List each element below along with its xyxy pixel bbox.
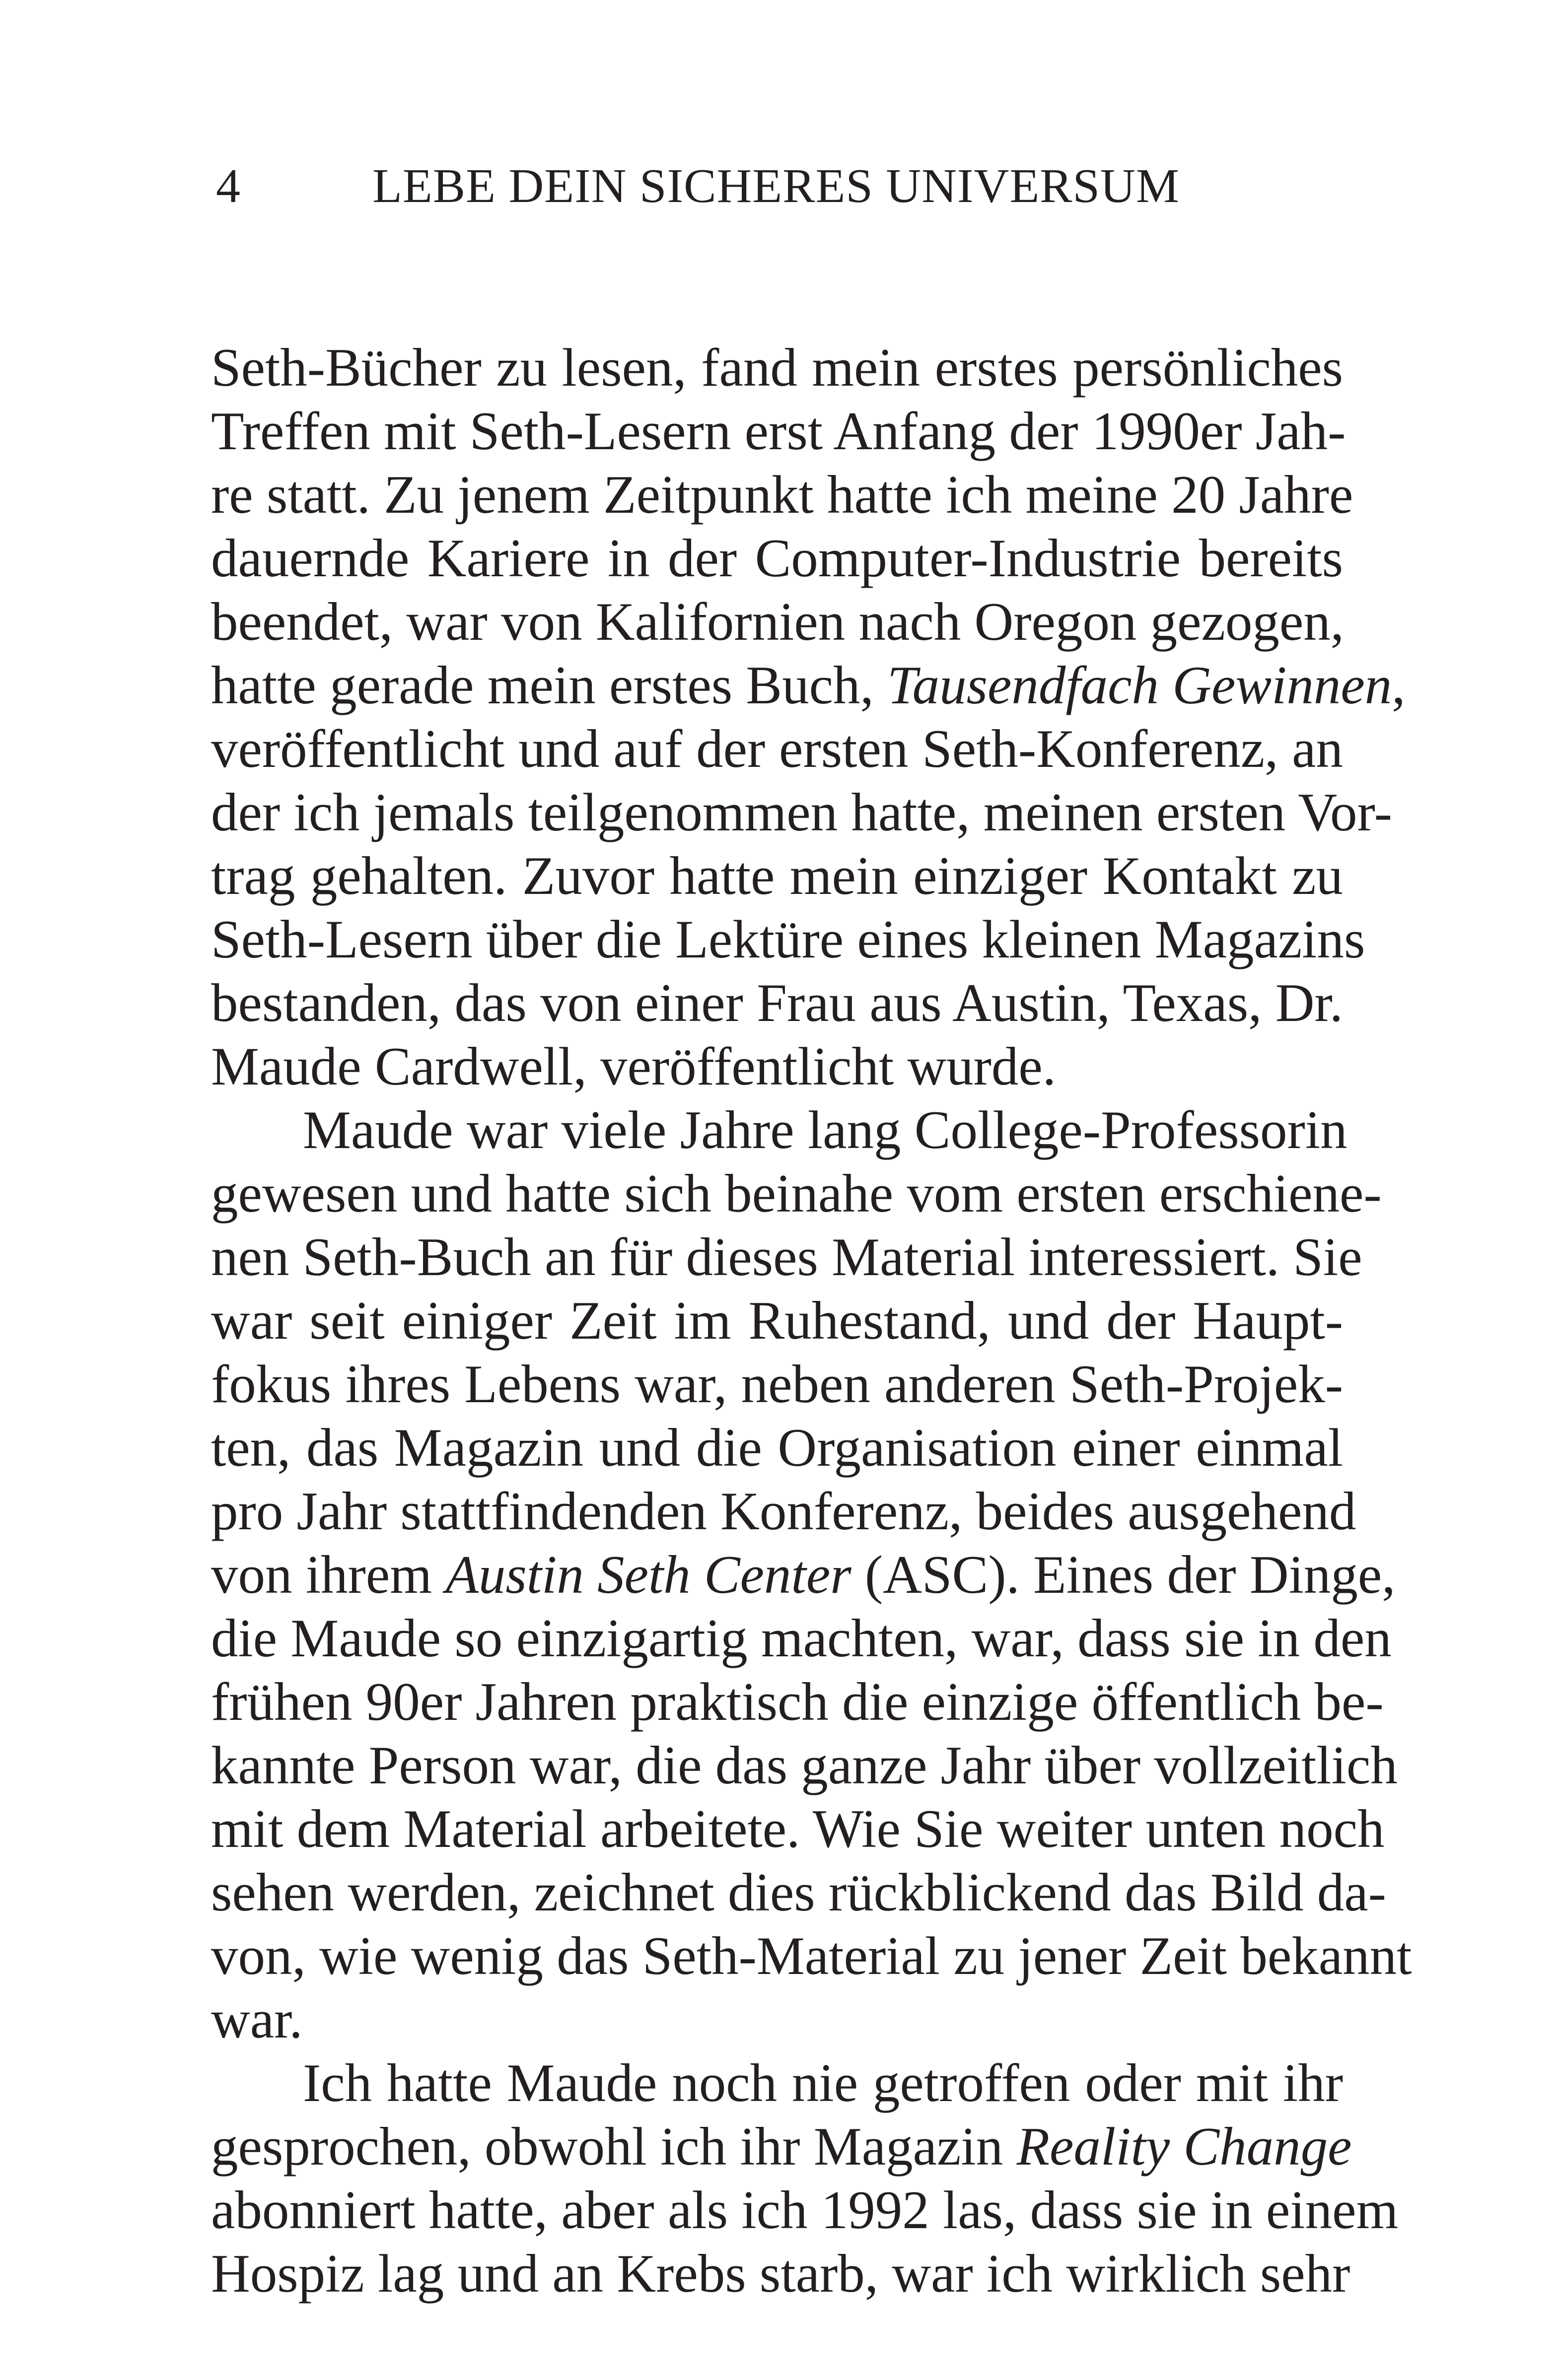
text-line: der ich jemals teilgenommen hatte, meinen ersten Vor- — [211, 782, 1392, 842]
text-line: trag gehalten. Zuvor hatte mein einziger Kontakt zu — [211, 846, 1343, 906]
running-header — [211, 149, 1343, 223]
text-segment: (ASC). Eines der Dinge, — [851, 1545, 1396, 1605]
text-line: kannte Person war, die das ganze Jahr über vollzeitlich — [211, 1735, 1398, 1795]
text-line: beendet, war von Kalifornien nach Oregon gezogen, — [211, 592, 1345, 652]
text-line: dauernde Kariere in der Computer-Industrie bereits — [211, 528, 1343, 588]
text-line: war. — [211, 1989, 303, 2049]
text-line: war seit einiger Zeit im Ruhestand, und der Haupt- — [211, 1291, 1343, 1351]
text-line: frühen 90er Jahren praktisch die einzige öffentlich be- — [211, 1672, 1384, 1732]
body-text — [211, 336, 1412, 2306]
page-number: 4 — [216, 159, 241, 213]
text-line: Hospiz lag und an Krebs starb, war ich wirklich sehr — [211, 2244, 1350, 2304]
text-segment: hatte gerade mein erstes Buch, — [211, 655, 887, 715]
text-line: die Maude so einzigartig machten, war, dass sie in den — [211, 1608, 1392, 1668]
running-title: LEBE DEIN SICHERES UNIVERSUM — [372, 159, 1180, 213]
text-line: bestanden, das von einer Frau aus Austin, Texas, Dr. — [211, 973, 1343, 1033]
text-line: Maude war viele Jahre lang College-Professorin — [303, 1100, 1347, 1160]
text-line: Seth-Lesern über die Lektüre eines kleinen Magazins — [211, 909, 1365, 969]
book-title-italic: Tausendfach Gewinnen — [887, 655, 1392, 715]
text-segment: gesprochen, obwohl ich ihr Magazin — [211, 2116, 1017, 2176]
text-line: abonniert hatte, aber als ich 1992 las, dass sie in einem — [211, 2180, 1399, 2240]
paragraph-3 — [211, 2051, 1399, 2306]
text-line: nen Seth-Buch an für dieses Material interessiert. Sie — [211, 1227, 1362, 1287]
text-line: gewesen und hatte sich beinahe vom ersten erschiene- — [211, 1163, 1382, 1224]
magazine-title-italic: Reality Change — [1016, 2116, 1352, 2176]
paragraph-2 — [211, 1098, 1412, 2051]
text-line: ten, das Magazin und die Organisation einer einmal — [211, 1418, 1343, 1478]
text-line: re statt. Zu jenem Zeitpunkt hatte ich meine 20 Jahre — [211, 465, 1353, 525]
text-line: mit dem Material arbeitete. Wie Sie weiter unten noch — [211, 1799, 1385, 1859]
paragraph-1 — [211, 336, 1406, 1098]
text-segment: von ihrem — [211, 1545, 446, 1605]
text-line: sehen werden, zeichnet dies rückblickend das Bild da- — [211, 1862, 1386, 1922]
text-line: Treffen mit Seth-Lesern erst Anfang der 1990er Jah- — [211, 401, 1346, 461]
text-segment: , — [1392, 655, 1406, 715]
text-line: Ich hatte Maude noch nie getroffen oder mit ihr — [303, 2053, 1343, 2113]
text-line: pro Jahr stattfindenden Konferenz, beides ausgehend — [211, 1481, 1356, 1541]
text-line: fokus ihres Lebens war, neben anderen Seth-Projek- — [211, 1354, 1343, 1414]
organization-name-italic: Austin Seth Center — [445, 1545, 851, 1605]
text-line: von, wie wenig das Seth-Material zu jener Zeit bekannt — [211, 1926, 1412, 1986]
text-line — [211, 2115, 1352, 2178]
text-line: Seth-Bücher zu lesen, fand mein erstes persönliches — [211, 338, 1343, 398]
text-line — [211, 1543, 1396, 1607]
text-line: veröffentlicht und auf der ersten Seth-Konferenz, an — [211, 719, 1343, 779]
text-line — [211, 654, 1406, 717]
text-line: Maude Cardwell, veröffentlicht wurde. — [211, 1036, 1057, 1096]
